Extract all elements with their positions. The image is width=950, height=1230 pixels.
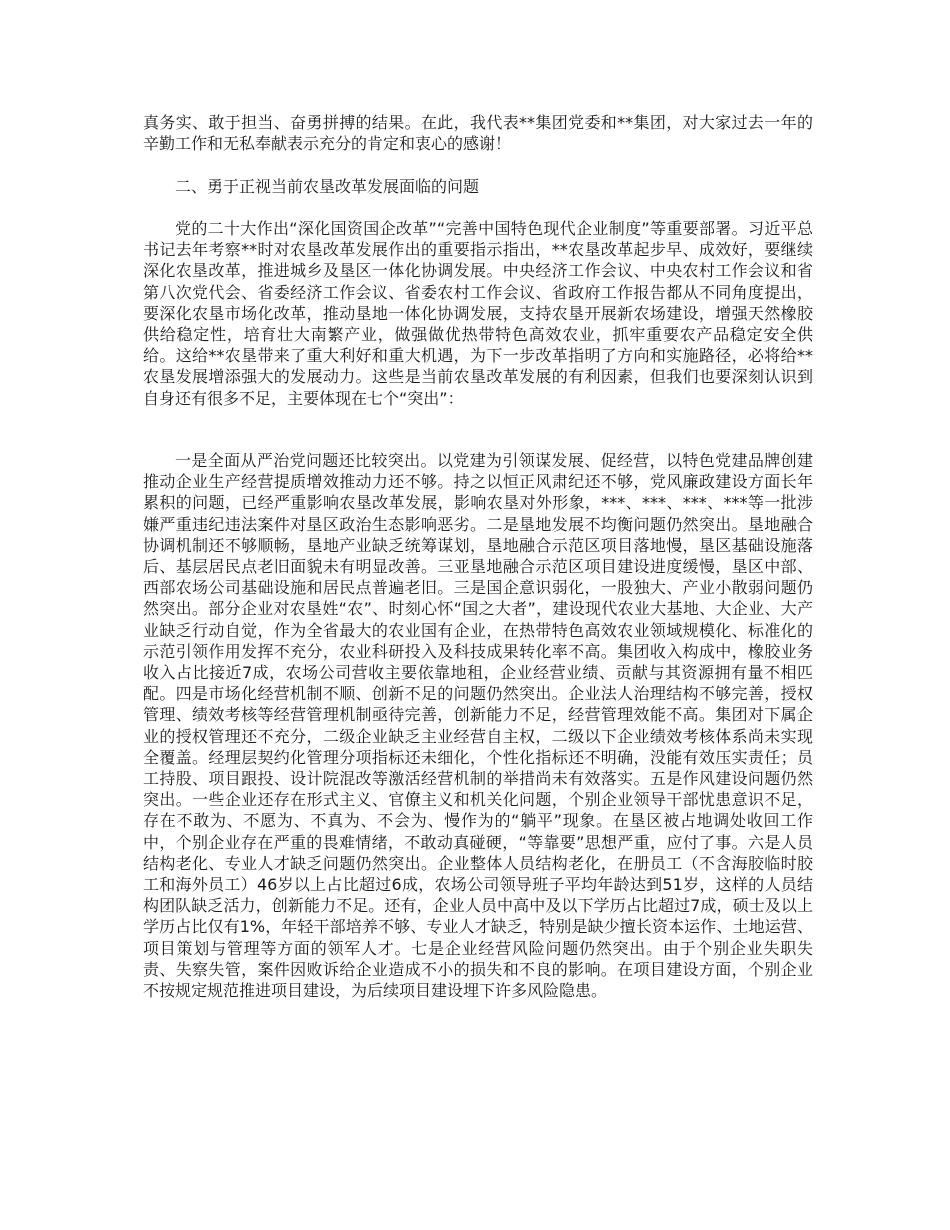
problems-paragraph: 一是全面从严治党问题还比较突出。以党建为引领谋发展、促经营，以特色党建品牌创建推动企业生产经营提质增效推动力还不够。持之以恒正风肃纪还不够，党风廉政建设方面长年累积的问题，已经严重影响农垦改革发展，影响农垦对外形象，***、***、***、***等一批涉嫌严重违纪违法案件对垦区政治生态影响恶劣。二是垦地发展不均衡问题仍然突出。垦地融合协调机制还不够顺畅，垦地产业缺乏统筹谋划，垦地融合示范区项目落地慢，垦区基础设施落后、基层居民点老旧面貌未有明显改善。三亚垦地融合示范区项目建设进度缓慢，垦区中部、西部农场公司基础设施和居民点普遍老旧。三是国企意识弱化，一股独大、产业小散弱问题仍然突出。部分企业对农垦姓“农”、时刻心怀“国之大者”，建设现代农业大基地、大企业、大产业缺乏行动自觉，作为全省最大的农业国有企业，在热带特色高效农业领域规模化、标准化的示范引领作用发挥不充分，农业科研投入及科技成果转化率不高。集团收入构成中，橡胶业务收入占比接近7成，农场公司营收主要依靠地租，企业经营业绩、贡献与其资源拥有量不相匹配。四是市场化经营机制不顺、创新不足的问题仍然突出。企业法人治理结构不够完善，授权管理、绩效考核等经营管理机制亟待完善，创新能力不足，经营管理效能不高。集团对下属企业的授权管理还不充分，二级企业缺乏主业经营自主权，二级以下企业绩效考核体系尚未实现全覆盖。经理层契约化管理分项指标还未细化，个性化指标还不明确，没能有效压实责任；员工持股、项目跟投、设计院混改等激活经营机制的举措尚未有效落实。五是作风建设问题仍然突出。一些企业还存在形式主义、官僚主义和机关化问题，个别企业领导干部忧患意识不足，存在不敢为、不愿为、不真为、不会为、慢作为的“躺平”现象。在垦区被占地调处收回工作中，个别企业存在严重的畏难情绪，不敢动真碰硬，“等靠要”思想严重，应付了事。六是人员结构老化、专业人才缺乏问题仍然突出。企业整体人员结构老化，在册员工（不含海胶临时胶工和海外员工）46岁以上占比超过6成，农场公司领导班子平均年龄达到51岁，这样的人员结构团队缺乏活力，创新能力不足。还有，企业人员中高中及以下学历占比超过7成，硕士及以上学历占比仅有1%，年轻干部培养不够、专业人才缺乏，特别是缺少擅长资本运作、土地运营、项目策划与管理等方面的领军人才。七是企业经营风险问题仍然突出。由于个别企业失职失责、失察失管，案件因败诉给企业造成不小的损失和不良的影响。在项目建设方面，个别企业不按规定规范推进项目建设，为后续项目建设埋下许多风险隐患。 xyxy=(143,451,813,1001)
context-paragraph: 党的二十大作出“深化国资国企改革”“完善中国特色现代企业制度”等重要部署。习近平总书记去年考察**时对农垦改革发展作出的重要指示指出，**农垦改革起步早、成效好，要继续深化农垦改革，推进城乡及垦区一体化协调发展。中央经济工作会议、中央农村工作会议和省第八次党代会、省委经济工作会议、省委农村工作会议、省政府工作报告都从不同角度提出，要深化农垦市场化改革，推动垦地一体化协调发展，支持农垦开展新农场建设，增强天然橡胶供给稳定性，培育壮大南繁产业，做强做优热带特色高效农业，抓牢重要农产品稳定安全供给。这给**农垦带来了重大利好和重大机遇，为下一步改革指明了方向和实施路径，必将给**农垦发展增添强大的发展动力。这些是当前农垦改革发展的有利因素，但我们也要深刻认识到自身还有很多不足，主要体现在七个“突出”： xyxy=(143,219,813,408)
intro-paragraph: 真务实、敢于担当、奋勇拼搏的结果。在此，我代表**集团党委和**集团，对大家过去一年的辛勤工作和无私奉献表示充分的肯定和衷心的感谢！ xyxy=(143,113,813,154)
section-heading: 二、勇于正视当前农垦改革发展面临的问题 xyxy=(175,177,480,196)
